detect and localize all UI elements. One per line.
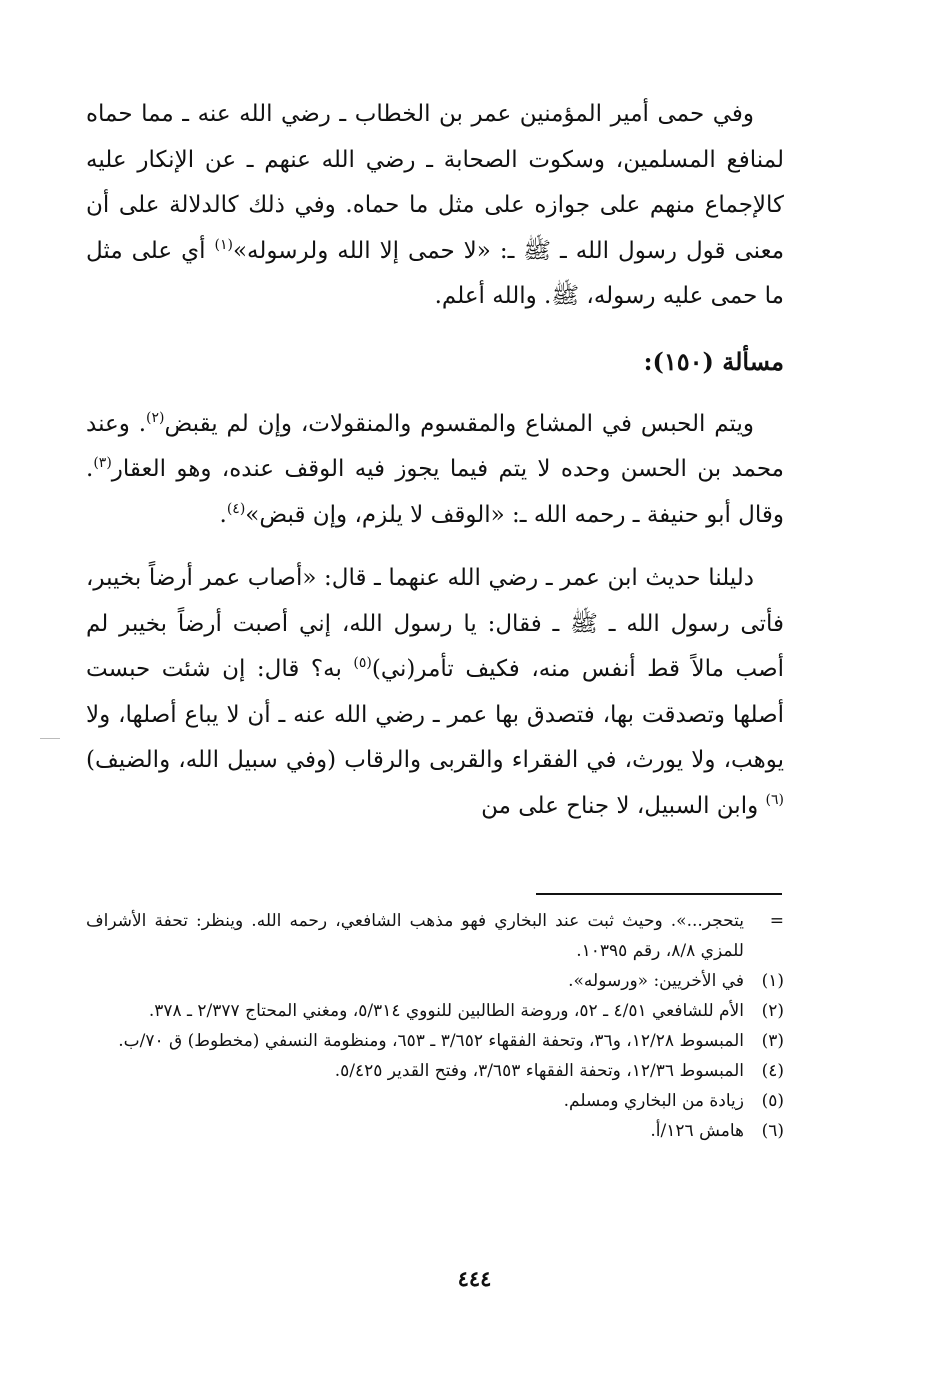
page-number: ٤٤٤ (457, 1266, 492, 1291)
paragraph-2-text-b: . وعند محمد بن الحسن وحده لا يتم فيما يجوز فيه الوقف عنده، وهو العقار (86, 410, 784, 482)
paragraph-3-text-a: دليلنا حديث ابن عمر ـ رضي الله عنهما ـ قال: «أصاب عمر أرضاً بخيبر، فأتى رسول الله ـ ﷺ ـ فقال: يا رسول الله، إني أصبت أرضاً بخيبر لم أصب مالاً قط أنفس منه، فكيف تأمر(ني) (86, 565, 784, 682)
footnote-ref-2: (٢) (146, 409, 165, 426)
paragraph-1-text: وفي حمى أمير المؤمنين عمر بن الخطاب ـ رضي الله عنه ـ مما حماه لمنافع المسلمين، وسكوت الصحابة ـ رضي الله عنهم ـ عن الإنكار عليه كالإجماع منهم على جوازه على مثل ما حماه. وفي ذلك كالدلالة على أن معنى قول رسول الله ـ ﷺ ـ: «لا حمى إلا الله ولرسوله» (86, 101, 785, 264)
margin-mark (40, 738, 60, 739)
paragraph-3 (86, 556, 784, 829)
footnote-text: في الأخريين: «ورسوله». (568, 971, 744, 991)
footnote-text: المبسوط ١٢/٢٨، و٣٦، وتحفة الفقهاء ٣/٦٥٢ ـ ٦٥٣، ومنظومة النسفي (مخطوط) ق ٧٠/ب. (118, 1031, 744, 1051)
footnote-continued (86, 906, 784, 966)
paragraph-2 (86, 402, 784, 539)
paragraph-1 (86, 92, 784, 320)
footnote-ref-4: (٤) (226, 500, 246, 517)
footnote-6 (86, 1116, 784, 1146)
footnote-number: (٥) (761, 1091, 784, 1111)
paragraph-1-end: أي على مثل ما حمى عليه رسوله، ﷺ. والله أعلم. (86, 237, 784, 309)
footnote-3 (86, 1026, 784, 1056)
paragraph-2-text-d: . (219, 501, 227, 528)
footnote-4 (86, 1056, 784, 1086)
footnote-ref-6: (٦) (765, 791, 784, 808)
footnote-5 (86, 1086, 784, 1116)
footnote-number: = (769, 911, 784, 931)
footnotes (86, 906, 784, 1146)
paragraph-2-text-a: ويتم الحبس في المشاع والمقسوم والمنقولات، وإن لم يقبض (164, 410, 755, 437)
footnote-number: (٢) (761, 1001, 784, 1021)
footnote-2 (86, 996, 784, 1026)
footnote-text: هامش ١٢٦/أ. (650, 1121, 744, 1141)
main-text (86, 92, 784, 829)
footnote-1 (86, 966, 784, 996)
footnote-separator (536, 893, 782, 895)
footnote-number: (٦) (761, 1121, 784, 1141)
footnote-text: زيادة من البخاري ومسلم. (563, 1091, 744, 1111)
footnote-ref-5: (٥) (353, 655, 372, 671)
footnote-ref-3: (٣) (93, 455, 112, 471)
section-heading: مسألة (١٥٠): (643, 346, 784, 376)
footnote-number: (٤) (761, 1061, 784, 1081)
paragraph-2-text-c: . وقال أبو حنيفة ـ رحمه الله ـ: «الوقف لا يلزم، وإن قبض» (86, 456, 784, 528)
paragraph-3-text-c: وابن السبيل، لا جناح على من (481, 792, 766, 819)
footnote-number: (١) (761, 971, 784, 991)
footnote-ref-1: (١) (214, 236, 233, 253)
footnote-text: يتحجر...». وحيث ثبت عند البخاري فهو مذهب الشافعي، رحمه الله. وينظر: تحفة الأشراف للمزي ٨/٨، رقم ١٠٣٩٥. (86, 911, 744, 961)
footnote-text: المبسوط ١٢/٣٦، وتحفة الفقهاء ٣/٦٥٣، وفتح القدير ٥/٤٢٥. (334, 1061, 744, 1081)
footnote-number: (٣) (761, 1031, 784, 1051)
footnote-text: الأم للشافعي ٤/٥١ ـ ٥٢، وروضة الطالبين للنووي ٥/٣١٤، ومغني المحتاج ٢/٣٧٧ ـ ٣٧٨. (148, 1001, 744, 1021)
paragraph-3-text-b: به؟ قال: إن شئت حبست أصلها وتصدقت بها، فتصدق بها عمر ـ رضي الله عنه ـ أن لا يباع أصلها، ولا يوهب، ولا يورث، في الفقراء والقربى والرقاب (وفي سبيل الله، والضيف) (86, 656, 784, 773)
